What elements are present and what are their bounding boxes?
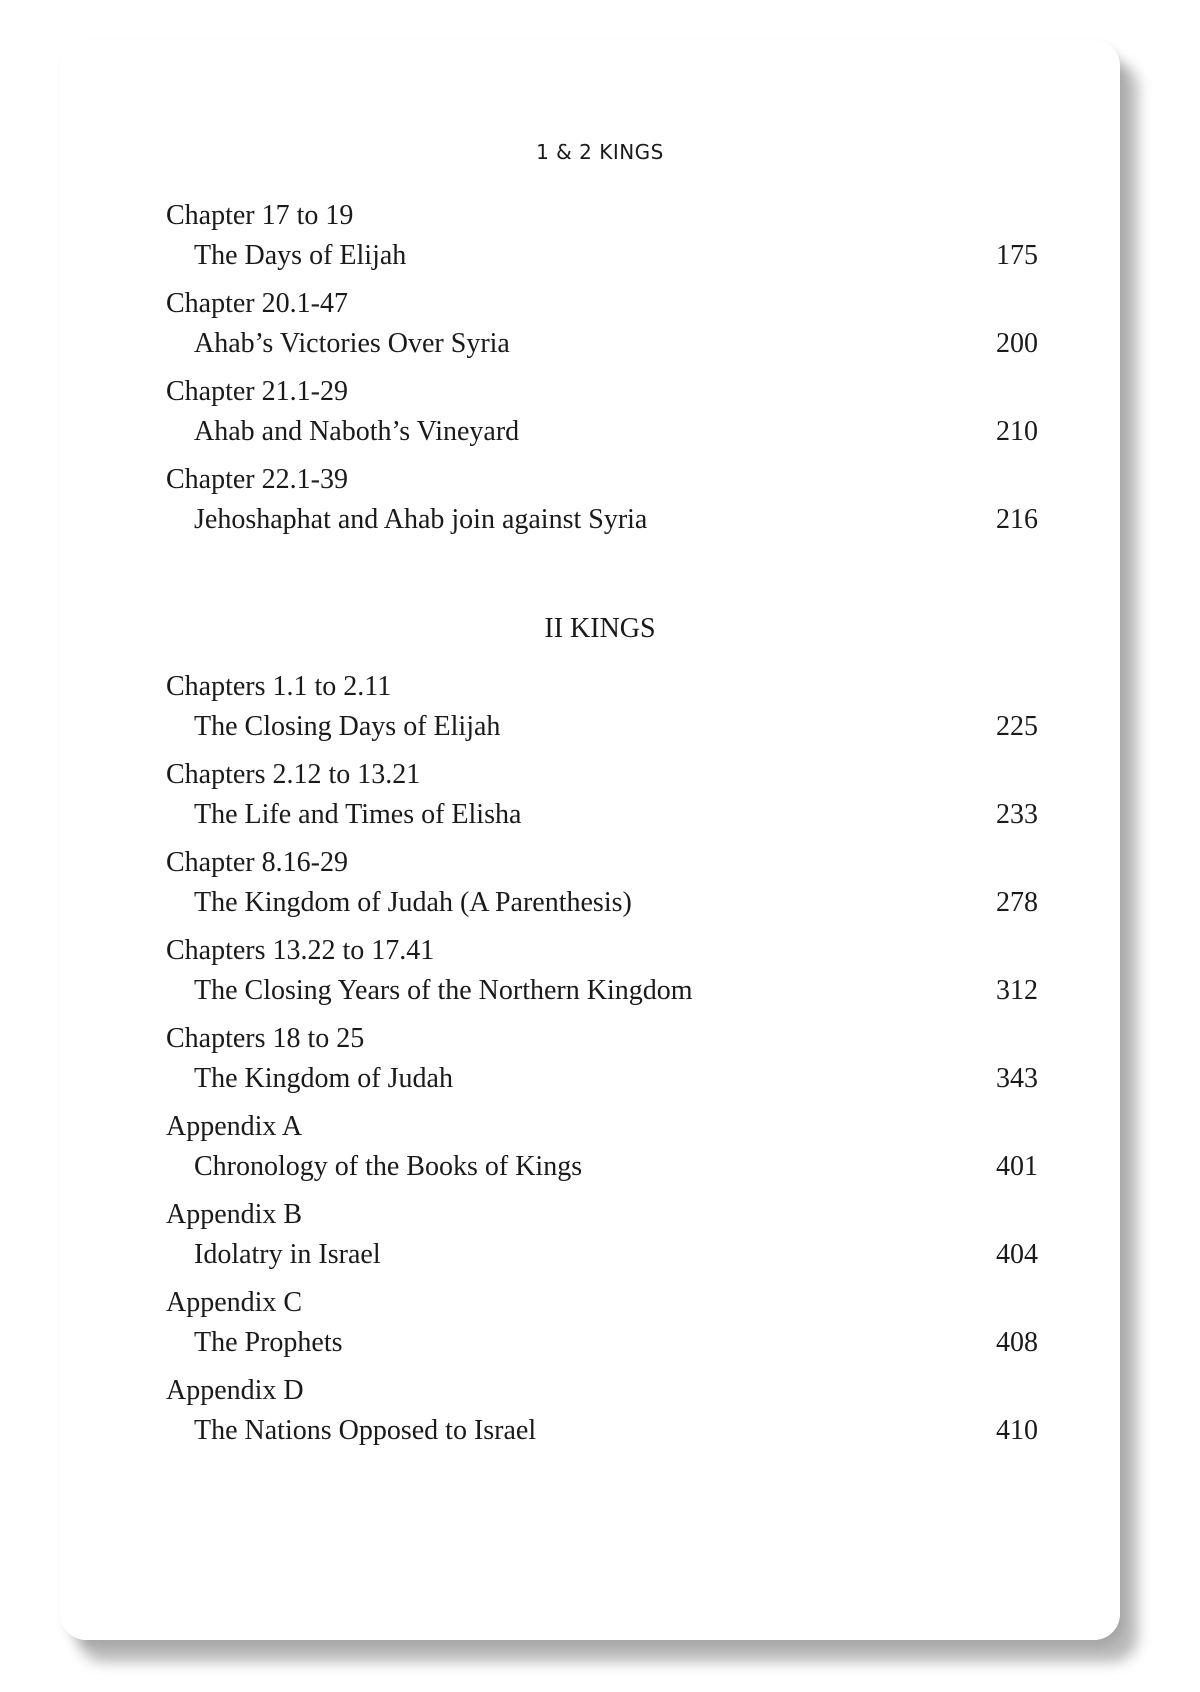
toc-chapter-ref: Chapter 21.1-29 <box>166 376 348 407</box>
toc-entry <box>166 1195 1038 1275</box>
toc-title-row <box>166 236 1038 276</box>
toc-chapter-ref: Chapter 8.16-29 <box>166 847 348 878</box>
toc-chapter-ref: Chapters 13.22 to 17.41 <box>166 935 435 966</box>
toc-title: The Life and Times of Elisha <box>194 799 522 830</box>
toc-second-kings <box>166 667 1038 1451</box>
toc-page-number: 278 <box>996 887 1038 918</box>
toc-chapter-ref: Chapter 22.1-39 <box>166 464 348 495</box>
toc-entry <box>166 196 1038 276</box>
toc-entry <box>166 1107 1038 1187</box>
toc-title-row <box>166 971 1038 1011</box>
toc-entry <box>166 667 1038 747</box>
toc-chapter-ref: Chapter 17 to 19 <box>166 200 354 231</box>
toc-title-row <box>166 1411 1038 1451</box>
toc-page-number: 401 <box>996 1151 1038 1182</box>
toc-title-row <box>166 324 1038 364</box>
toc-title-row <box>166 795 1038 835</box>
toc-chapter-ref: Appendix C <box>166 1287 303 1318</box>
toc-title: Idolatry in Israel <box>194 1239 381 1270</box>
toc-page-number: 225 <box>996 711 1038 742</box>
toc-chapter-ref: Appendix A <box>166 1111 303 1142</box>
section-heading: II KINGS <box>544 613 656 644</box>
toc-title: Jehoshaphat and Ahab join against Syria <box>194 504 648 535</box>
toc-chapter-ref: Appendix D <box>166 1375 304 1406</box>
toc-page-number: 343 <box>996 1063 1038 1094</box>
toc-entry <box>166 843 1038 923</box>
toc-title: The Days of Elijah <box>194 240 407 271</box>
toc-entry <box>166 931 1038 1011</box>
toc-chapter-ref: Chapters 18 to 25 <box>166 1023 365 1054</box>
toc-chapter-ref: Chapter 20.1-47 <box>166 288 348 319</box>
toc-chapter-ref: Chapters 2.12 to 13.21 <box>166 759 421 790</box>
toc-title-row <box>166 707 1038 747</box>
toc-title: The Kingdom of Judah (A Parenthesis) <box>194 887 632 918</box>
toc-title-row <box>166 1059 1038 1099</box>
toc-title-row <box>166 1235 1038 1275</box>
toc-page-number: 312 <box>996 975 1038 1006</box>
toc-entry <box>166 460 1038 540</box>
toc-page-number: 175 <box>996 240 1038 271</box>
toc-page-number: 404 <box>996 1239 1038 1270</box>
toc-title-row <box>166 1323 1038 1363</box>
toc-entry <box>166 372 1038 452</box>
toc-title: The Kingdom of Judah <box>194 1063 453 1094</box>
toc-title-row <box>166 883 1038 923</box>
toc-page-number: 210 <box>996 416 1038 447</box>
toc-title: Ahab’s Victories Over Syria <box>194 328 510 359</box>
toc-title: The Prophets <box>194 1327 343 1358</box>
toc-title: Ahab and Naboth’s Vineyard <box>194 416 520 447</box>
toc-chapter-ref: Appendix B <box>166 1199 303 1230</box>
toc-first-kings <box>166 196 1038 540</box>
toc-page-number: 200 <box>996 328 1038 359</box>
toc-title: Chronology of the Books of Kings <box>194 1151 583 1182</box>
toc-entry <box>166 1283 1038 1363</box>
toc-title: The Closing Years of the Northern Kingdom <box>194 975 693 1006</box>
toc-page-number: 233 <box>996 799 1038 830</box>
toc-entry <box>166 1371 1038 1451</box>
toc-title-row <box>166 412 1038 452</box>
toc-page-number: 408 <box>996 1327 1038 1358</box>
toc-chapter-ref: Chapters 1.1 to 2.11 <box>166 671 392 702</box>
toc-page-number: 216 <box>996 504 1038 535</box>
toc-page-number: 410 <box>996 1415 1038 1446</box>
toc-entry <box>166 1019 1038 1099</box>
toc-title: The Closing Days of Elijah <box>194 711 501 742</box>
toc-title-row <box>166 1147 1038 1187</box>
toc-entry <box>166 284 1038 364</box>
toc-entry <box>166 755 1038 835</box>
toc-title-row <box>166 500 1038 540</box>
toc-title: The Nations Opposed to Israel <box>194 1415 537 1446</box>
running-head: 1 & 2 KINGS <box>536 140 664 164</box>
